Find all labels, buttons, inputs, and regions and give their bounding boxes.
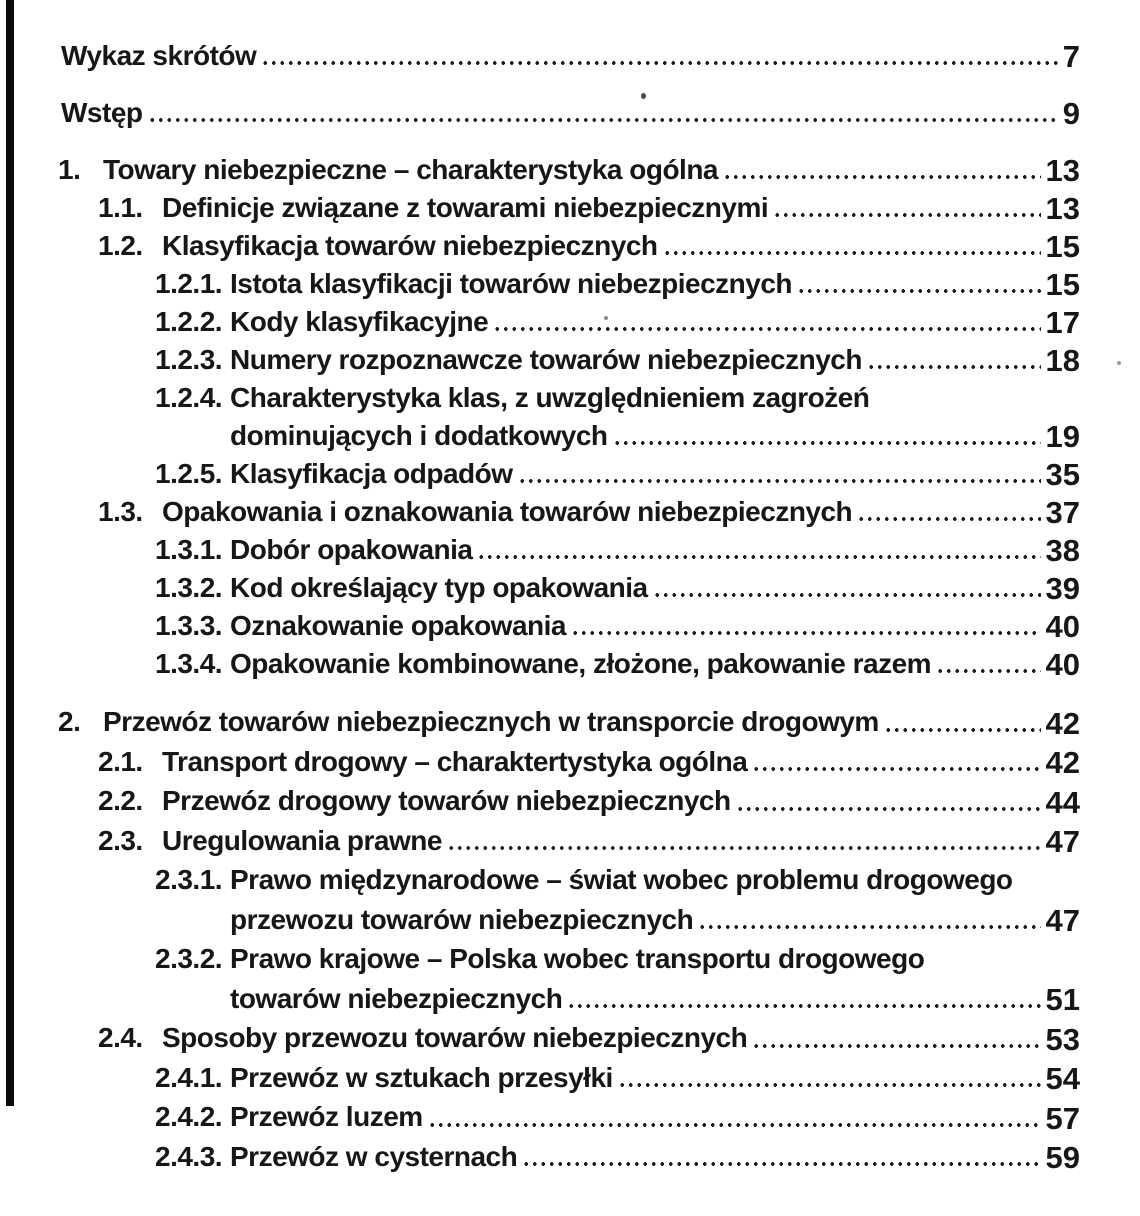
toc-entry-line bbox=[58, 151, 1080, 189]
page-number: 40 bbox=[1045, 647, 1080, 682]
dot-leader bbox=[869, 365, 1041, 369]
toc-entry bbox=[58, 455, 1080, 493]
entry-number: 1.2. bbox=[98, 230, 143, 261]
dot-leader bbox=[754, 767, 1040, 771]
page-number: 17 bbox=[1045, 305, 1080, 340]
entry-title: towarów niebezpiecznych bbox=[230, 982, 563, 1014]
entry-title: Opakowanie kombinowane, złożone, pakowanie razem bbox=[230, 648, 932, 679]
entry-number: 1.3.1. bbox=[155, 534, 223, 565]
toc-entry-continuation bbox=[58, 417, 1080, 455]
entry-title: Klasyfikacja odpadów bbox=[230, 458, 513, 489]
toc-entry-line bbox=[58, 939, 1080, 979]
dot-leader bbox=[754, 1044, 1040, 1048]
toc-entry bbox=[58, 341, 1080, 379]
dot-leader bbox=[430, 1123, 1041, 1127]
entry-title: Wstęp bbox=[61, 97, 143, 128]
toc-list bbox=[58, 37, 1080, 1176]
toc-entry-line bbox=[58, 94, 1080, 132]
toc-entry-line bbox=[58, 645, 1080, 683]
dot-leader bbox=[495, 327, 1040, 331]
page-number: 53 bbox=[1045, 1021, 1080, 1057]
toc-entry bbox=[58, 569, 1080, 607]
dot-leader bbox=[738, 807, 1041, 811]
entry-title: Przewóz towarów niebezpiecznych w transporcie drogowym bbox=[103, 706, 879, 737]
scan-speck bbox=[1117, 361, 1121, 365]
page-number: 57 bbox=[1045, 1100, 1080, 1136]
dot-leader bbox=[520, 479, 1041, 483]
toc-entry-continuation bbox=[58, 979, 1080, 1019]
toc-entry bbox=[58, 1137, 1080, 1177]
page-number: 35 bbox=[1045, 457, 1080, 492]
entry-title: Oznakowanie opakowania bbox=[230, 610, 566, 641]
toc-entry bbox=[58, 189, 1080, 227]
entry-number: 1.2.1. bbox=[155, 268, 223, 299]
entry-title: Towary niebezpieczne – charakterystyka ogólna bbox=[103, 154, 719, 185]
entry-title: Przewóz w cysternach bbox=[230, 1140, 518, 1172]
entry-title: Kod określający typ opakowania bbox=[230, 572, 648, 603]
dot-leader bbox=[524, 1162, 1040, 1166]
entry-title: Przewóz luzem bbox=[230, 1101, 423, 1132]
entry-title: dominujących i dodatkowych bbox=[230, 420, 608, 451]
entry-title: Istota klasyfikacji towarów niebezpiecznych bbox=[230, 268, 793, 299]
dot-leader bbox=[775, 213, 1040, 217]
page-number: 15 bbox=[1045, 229, 1080, 264]
page-number: 39 bbox=[1045, 571, 1080, 606]
page-number: 15 bbox=[1045, 267, 1080, 302]
toc-entry bbox=[58, 702, 1080, 742]
toc-entry-line bbox=[58, 569, 1080, 607]
page-number: 37 bbox=[1045, 495, 1080, 530]
toc-entry bbox=[58, 860, 1080, 939]
scan-edge-bar bbox=[6, 0, 14, 1106]
dot-leader bbox=[449, 846, 1041, 850]
entry-number: 2. bbox=[58, 706, 81, 737]
entry-number: 1.3.3. bbox=[155, 610, 223, 641]
entry-number: 1.2.3. bbox=[155, 344, 223, 375]
page-number: 40 bbox=[1045, 609, 1080, 644]
page-number: 47 bbox=[1045, 903, 1080, 938]
entry-title: Charakterystyka klas, z uwzględnieniem zagrożeń bbox=[230, 382, 870, 413]
toc-entry-line bbox=[58, 781, 1080, 821]
toc-entry-line bbox=[58, 1137, 1080, 1177]
entry-title: Klasyfikacja towarów niebezpiecznych bbox=[162, 230, 658, 261]
toc-entry-line bbox=[58, 860, 1080, 900]
page-number: 38 bbox=[1045, 533, 1080, 568]
page-number: 19 bbox=[1045, 419, 1080, 454]
toc-entry-line bbox=[58, 821, 1080, 861]
toc-entry bbox=[58, 227, 1080, 265]
toc-entry bbox=[58, 1058, 1080, 1098]
entry-title: Wykaz skrótów bbox=[61, 40, 257, 71]
entry-number: 1.1. bbox=[98, 192, 143, 223]
toc-entry bbox=[58, 493, 1080, 531]
entry-title: przewozu towarów niebezpiecznych bbox=[230, 903, 694, 935]
entry-number: 2.4.2. bbox=[155, 1101, 223, 1132]
dot-leader bbox=[620, 1083, 1041, 1087]
toc-entry bbox=[58, 607, 1080, 645]
entry-number: 1.3. bbox=[98, 496, 143, 527]
entry-number: 2.4.1. bbox=[155, 1061, 223, 1093]
entry-number: 1.2.4. bbox=[155, 382, 223, 413]
page-number: 42 bbox=[1045, 745, 1080, 780]
toc-entry bbox=[58, 645, 1080, 683]
entry-title: Numery rozpoznawcze towarów niebezpiecznych bbox=[230, 344, 862, 375]
toc-entry bbox=[58, 1018, 1080, 1058]
entry-number: 2.3.1. bbox=[155, 864, 223, 895]
entry-title: Dobór opakowania bbox=[230, 534, 473, 565]
toc-entry bbox=[58, 265, 1080, 303]
entry-title: Opakowania i oznakowania towarów niebezpiecznych bbox=[162, 496, 853, 527]
page-number: 47 bbox=[1045, 824, 1080, 859]
entry-title: Przewóz drogowy towarów niebezpiecznych bbox=[162, 785, 731, 816]
toc-entry bbox=[58, 303, 1080, 341]
toc-entry-line bbox=[58, 1058, 1080, 1098]
toc-entry bbox=[58, 94, 1080, 132]
dot-leader bbox=[615, 441, 1041, 445]
entry-title: Prawo krajowe – Polska wobec transportu drogowego bbox=[230, 943, 925, 974]
toc-entry bbox=[58, 151, 1080, 189]
page-number: 13 bbox=[1045, 153, 1080, 188]
dot-leader bbox=[150, 118, 1058, 122]
page-number: 44 bbox=[1045, 784, 1080, 820]
toc-entry bbox=[58, 1097, 1080, 1137]
toc-entry-line bbox=[58, 341, 1080, 379]
entry-number: 1.3.4. bbox=[155, 648, 223, 679]
entry-number: 2.4. bbox=[98, 1022, 143, 1053]
toc-entry-line bbox=[58, 702, 1080, 742]
entry-number: 1.2.5. bbox=[155, 458, 223, 489]
dot-leader bbox=[700, 925, 1040, 929]
toc-entry-line bbox=[58, 265, 1080, 303]
toc-entry-line bbox=[58, 1018, 1080, 1058]
toc-entry-line bbox=[58, 1097, 1080, 1137]
dot-leader bbox=[569, 1004, 1040, 1008]
toc-entry-line bbox=[58, 37, 1080, 75]
entry-number: 1.2.2. bbox=[155, 306, 223, 337]
entry-number: 2.3.2. bbox=[155, 943, 223, 974]
page-number: 9 bbox=[1062, 96, 1080, 131]
toc-entry-line bbox=[58, 303, 1080, 341]
page-number: 18 bbox=[1045, 343, 1080, 378]
toc-entry-line bbox=[58, 189, 1080, 227]
toc-entry-line bbox=[58, 493, 1080, 531]
dot-leader bbox=[859, 517, 1040, 521]
toc-entry-line bbox=[58, 455, 1080, 493]
toc-entry bbox=[58, 742, 1080, 782]
toc-entry-line bbox=[58, 607, 1080, 645]
entry-number: 1. bbox=[58, 154, 81, 185]
toc-entry bbox=[58, 379, 1080, 455]
toc-entry bbox=[58, 781, 1080, 821]
entry-title: Kody klasyfikacyjne bbox=[230, 306, 489, 337]
entry-title: Uregulowania prawne bbox=[162, 824, 442, 856]
dot-leader bbox=[655, 593, 1041, 597]
toc-entry-line bbox=[58, 227, 1080, 265]
page-number: 54 bbox=[1045, 1061, 1080, 1096]
dot-leader bbox=[799, 289, 1040, 293]
toc-entry-line bbox=[58, 531, 1080, 569]
dot-leader bbox=[665, 251, 1041, 255]
entry-title: Sposoby przewozu towarów niebezpiecznych bbox=[162, 1022, 748, 1053]
entry-number: 2.1. bbox=[98, 745, 143, 777]
entry-number: 2.4.3. bbox=[155, 1140, 223, 1172]
toc-entry bbox=[58, 939, 1080, 1018]
dot-leader bbox=[479, 555, 1040, 559]
toc-entry-continuation bbox=[58, 900, 1080, 940]
page-number: 7 bbox=[1062, 39, 1080, 74]
toc-entry bbox=[58, 531, 1080, 569]
entry-number: 1.3.2. bbox=[155, 572, 223, 603]
toc-entry-line bbox=[58, 379, 1080, 417]
entry-number: 2.2. bbox=[98, 785, 143, 816]
entry-title: Definicje związane z towarami niebezpiecznymi bbox=[162, 192, 769, 223]
page-number: 42 bbox=[1045, 705, 1080, 741]
entry-title: Transport drogowy – charaktertystyka ogólna bbox=[162, 745, 748, 777]
dot-leader bbox=[886, 728, 1041, 732]
toc-entry bbox=[58, 37, 1080, 75]
dot-leader bbox=[263, 61, 1057, 65]
dot-leader bbox=[938, 669, 1040, 673]
toc-entry bbox=[58, 821, 1080, 861]
page-number: 51 bbox=[1045, 982, 1080, 1017]
entry-title: Prawo międzynarodowe – świat wobec problemu drogowego bbox=[230, 864, 1013, 895]
entry-title: Przewóz w sztukach przesyłki bbox=[230, 1061, 613, 1093]
entry-number: 2.3. bbox=[98, 824, 143, 856]
dot-leader bbox=[725, 175, 1041, 179]
toc-entry-line bbox=[58, 742, 1080, 782]
page-number: 13 bbox=[1045, 191, 1080, 226]
page-number: 59 bbox=[1045, 1140, 1080, 1175]
dot-leader bbox=[573, 631, 1041, 635]
